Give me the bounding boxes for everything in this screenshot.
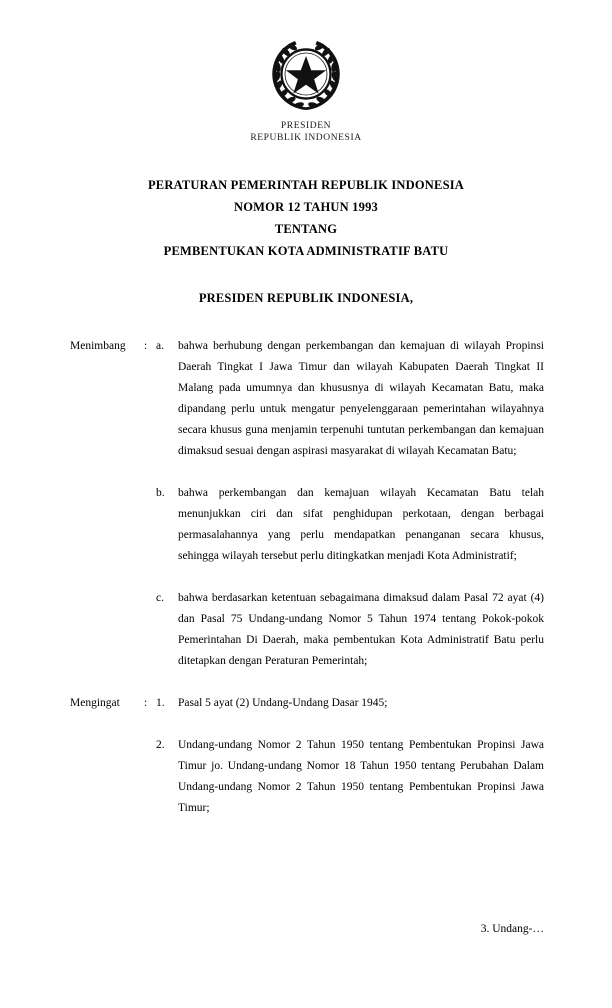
issuing-authority: PRESIDEN REPUBLIK INDONESIA,	[198, 291, 414, 305]
regulation-title: PERATURAN PEMERINTAH REPUBLIK INDONESIA	[147, 178, 465, 192]
emblem-caption	[0, 120, 612, 144]
list-item-text: bahwa berhubung dengan perkembangan dan kemajuan di wilayah Propinsi Daerah Tingkat I Jawa Timur dan wilayah Kabupaten Daerah Tingkat II Malang pada umumnya dan khususnya di wilayah Kecamatan Batu, maka dipandang perlu untuk mengatur penyelenggaraan pemerintahan wilayahnya secara khusus guna menjamin terpenuhi tuntutan perkembangan dan kemajuan dimaksud sesuai dengan aspirasi masyarakat di wilayah Kecamatan Batu;	[178, 340, 544, 457]
document-body	[0, 336, 612, 819]
list-item-text: bahwa perkembangan dan kemajuan wilayah Kecamatan Batu telah menunjukkan ciri dan sifat penghidupan perkotaan, dengan berbagai permasalahannya yang perlu mendapatkan penanganan secara khusus, sehingga wilayah tersebut perlu ditingkatkan menjadi Kota Administratif;	[178, 487, 544, 562]
spacer	[70, 672, 544, 693]
regulation-number: NOMOR 12 TAHUN 1993	[234, 200, 378, 214]
legal-basis-item-2	[70, 735, 544, 819]
list-item-text: Undang-undang Nomor 2 Tahun 1950 tentang Pembentukan Propinsi Jawa Timur jo. Undang-undang Nomor 18 Tahun 1950 tentang Perubahan Dalam Undang-undang Nomor 2 Tahun 1950 tentang Pembentukan Propinsi Jawa Timur;	[178, 739, 544, 814]
list-item-text: Pasal 5 ayat (2) Undang-Undang Dasar 1945;	[178, 697, 388, 709]
legal-basis-label: Mengingat	[70, 697, 120, 709]
document-title-block	[0, 174, 612, 262]
regulation-about-label: TENTANG	[274, 222, 338, 236]
legal-basis-colon: :	[144, 697, 148, 709]
emblem-caption-line2: REPUBLIK INDONESIA	[250, 133, 362, 143]
legal-basis-item-1	[70, 693, 544, 714]
spacer	[70, 462, 544, 483]
spacer	[70, 567, 544, 588]
list-item-text: bahwa berdasarkan ketentuan sebagaimana dimaksud dalam Pasal 72 ayat (4) dan Pasal 75 Undang-undang Nomor 5 Tahun 1974 tentang Pokok-pokok Pemerintahan Di Daerah, maka pembentukan Kota Administratif Batu perlu ditetapkan dengan Peraturan Pemerintah;	[178, 592, 544, 667]
considerations-label: Menimbang	[70, 340, 126, 352]
list-marker: c.	[156, 592, 164, 604]
list-marker: 2.	[156, 739, 165, 751]
emblem-caption-line1: PRESIDEN	[280, 121, 332, 131]
considerations-item-b	[70, 483, 544, 567]
list-marker: b.	[156, 487, 165, 499]
considerations-item-c	[70, 588, 544, 672]
page-continuation-note: 3. Undang-…	[480, 923, 544, 935]
list-marker: a.	[156, 340, 164, 352]
list-marker: 1.	[156, 697, 165, 709]
emblem-container	[0, 0, 612, 144]
indonesia-presidential-seal-icon	[258, 30, 354, 118]
regulation-subject: PEMBENTUKAN KOTA ADMINISTRATIF BATU	[163, 244, 449, 258]
considerations-colon: :	[144, 340, 148, 352]
considerations-item-a	[70, 336, 544, 462]
spacer	[70, 714, 544, 735]
